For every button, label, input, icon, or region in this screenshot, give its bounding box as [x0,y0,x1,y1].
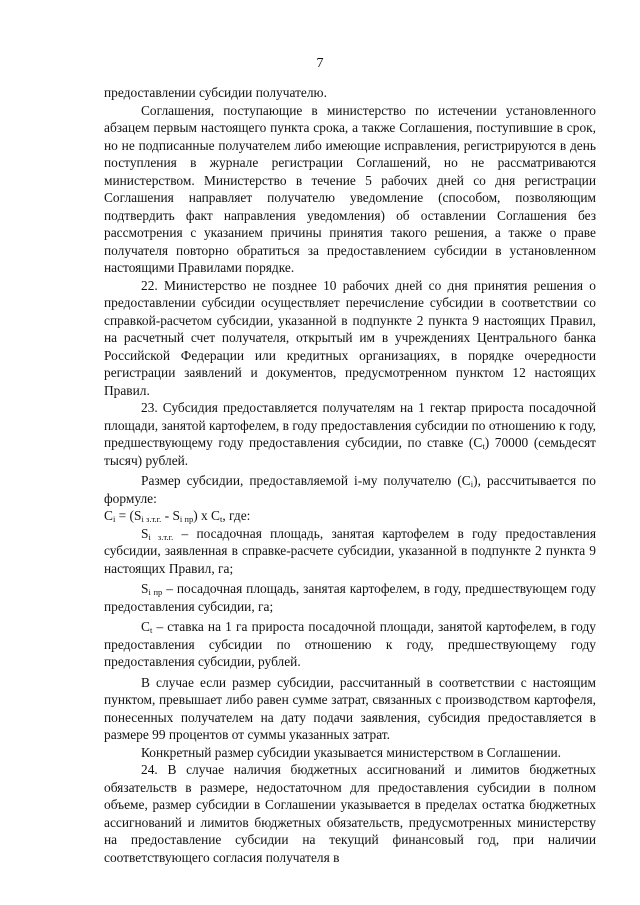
def3-symbol: C [141,619,150,634]
formula-c: C [104,508,113,523]
paragraph-23-end: ) 70000 (семьдесят тысяч) рублей. [104,435,596,468]
def1-symbol: S [141,525,149,541]
paragraph-cap-99-percent: В случае если размер субсидии, рассчитанный в соответствии с настоящим пунктом, превышает либо равен сумме затрат, связанных с производством картофеля, понесенных получателем на дату подачи заявления, субсидия предоставляется в размере 99 процентов от суммы указанных затрат. [104,674,596,742]
def3-sub: t [149,625,153,635]
def2-text: – посадочная площадь, занятая картофелем, в году, предшествующем году предоставления субсидии, га; [104,581,596,614]
subsidy-formula [104,507,596,525]
paragraph-subsidy-size-end: ), рассчитывается по формуле: [104,473,597,506]
paragraph-agreements-late: Соглашения, поступающие в министерство по истечении установленного абзацем первым настоящего пункта срока, а также Соглашения, поступившие в срок, но не подписанные получателем либо имеющие исправления, регистрируются в день поступления в журнале регистрации Соглашений, но не рассматриваются министерством. Министерство в течение 5 рабочих дней со дня регистрации Соглашения направляет получателю уведомление (способом, позволяющим подтвердить факт направления уведомления) об оставлении Соглашения без рассмотрения с указанием причины принятия такого решения, а также о праве получателя повторно обратиться за предоставлением субсидии в установленном настоящими Правилами порядке. [104,102,596,275]
recipient-subscript: i [470,479,474,489]
paragraph-continuation: предоставлении субсидии получателю. [104,85,327,100]
paragraph-22-transfer: 22. Министерство не позднее 10 рабочих дней со дня принятия решения о предоставлении субсидии осуществляет перечисление субсидии в соответствии со справкой-расчетом субсидии, указанной в подпункте 2 пункта 9 настоящих Правил, на расчетный счет получателя, открытый им в учреждениях Центрального банка Российской Федерации или кредитных организациях, в порядке очередности регистрации заявлений и документов, предусмотренном пунктом 12 настоящих Правил. [104,277,596,398]
definition-rate [104,618,596,671]
rate-subscript: t [482,441,485,451]
body-text [104,84,596,866]
paragraph-subsidy-size [104,472,596,507]
paragraph-subsidy-size-text: Размер субсидии, предоставляемой i-му получателю (C [141,473,471,488]
page-number: 7 [316,56,324,71]
paragraph-23-rate [104,399,596,469]
def2-sub: i пр [148,587,163,597]
formula-s2-sub: i пр [179,514,194,524]
paragraph-23-text: 23. Субсидия предоставляется получателям на 1 гектар прироста посадочной площади, занятой картофелем, в году предоставления субсидии по отношению к году, предшествующему году предоставления субсидии, по ставке (C [104,400,596,450]
formula-eq: = (S [115,508,142,523]
definition-s-current-year [104,525,596,578]
formula-c-sub: i [112,514,116,524]
def1-text: – посадочная площадь, занятая картофелем в году предоставления субсидии, заявленная в справке-расчете субсидии, указанной в подпункте 2 пункта 9 настоящих Правил, га; [104,525,596,576]
paragraph-specific-size: Конкретный размер субсидии указывается министерством в Соглашении. [141,744,561,760]
def3-text: – ставка на 1 га прироста посадочной площади, занятой картофелем, в году предоставления субсидии по отношению к году, предшествующему году предоставления субсидии, рублей. [104,619,596,669]
formula-s1-sub: i з.т.г. [141,514,162,524]
paragraph-24-insufficient-budget: 24. В случае наличия бюджетных ассигнований и лимитов бюджетных обязательств в размере, недостаточном для предоставления субсидии в полном объеме, размер субсидии в Соглашении указывается в пределах остатка бюджетных ассигнований и лимитов бюджетных обязательств, предусмотренных министерству на предоставление субсидии на текущий финансовый год, при наличии соответствующего согласия получателя в [104,762,596,865]
def1-sub: i з.т.г. [148,531,174,542]
formula-times: ) x C [193,508,220,523]
def2-symbol: S [141,581,149,596]
formula-ct-sub: t [219,514,223,524]
formula-tail: , где: [222,508,251,523]
formula-minus: - S [161,508,180,523]
definition-s-previous-year [104,580,596,615]
